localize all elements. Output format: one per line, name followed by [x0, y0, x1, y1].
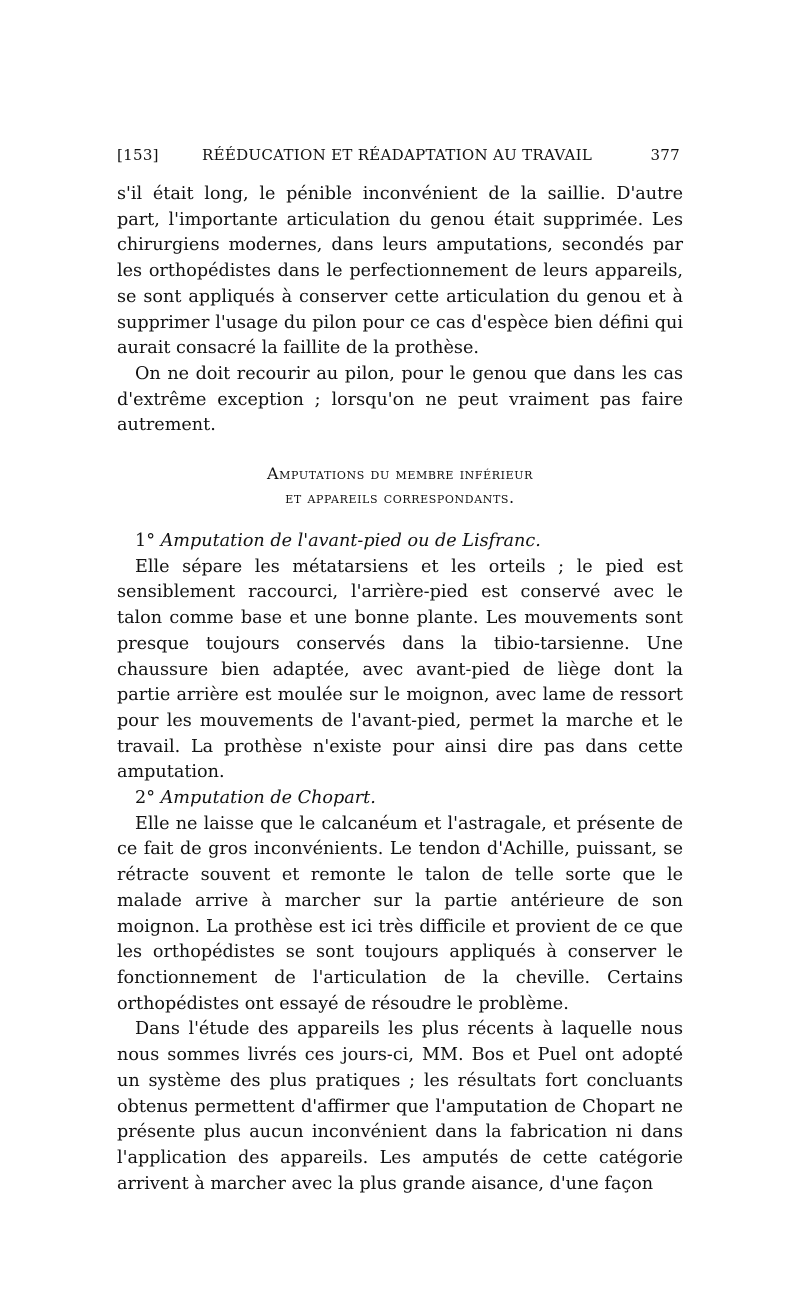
paragraph: On ne doit recourir au pilon, pour le genou que dans les cas d'extrême exception ; lorsqu'on ne peut vraiment pas faire autrement. — [117, 363, 683, 436]
paragraph: Elle ne laisse que le calcanéum et l'astragale, et présente de ce fait de gros inconvénients. Le tendon d'Achille, puissant, se rétracte souvent et remonte le talon de telle sorte que le malade arrive à marcher sur la partie antérieure de son moignon. La prothèse est ici très difficile et provient de ce que les orthopédistes se sont toujours appliqués à conserver le fonctionnement de l'articulation de la cheville. Certains orthopédistes ont essayé de résoudre le problème. — [117, 813, 683, 1014]
section-heading-line: et appareils correspondants. — [285, 488, 515, 508]
main-text — [117, 182, 683, 1197]
section-reference: [153] — [117, 146, 159, 164]
subsection-heading — [117, 529, 683, 555]
running-title: RÉÉDUCATION ET RÉADAPTATION AU TRAVAIL — [202, 146, 593, 164]
section-heading — [117, 462, 683, 510]
running-header — [117, 146, 680, 170]
subsection-heading — [117, 786, 683, 812]
paragraph: Elle sépare les métatarsiens et les orteils ; le pied est sensiblement raccourci, l'arrière-pied est conservé avec le talon comme base et une bonne plante. Les mouvements sont presque toujours conservés dans la tibio-tarsienne. Une chaussure bien adaptée, avec avant-pied de liège dont la partie arrière est moulée sur le moignon, avec lame de ressort pour les mouvements de l'avant-pied, permet la marche et le travail. La prothèse n'existe pour ainsi dire pas dans cette amputation. — [117, 556, 683, 783]
subsection-title: Amputation de l'avant-pied ou de Lisfranc. — [160, 531, 541, 552]
subsection-number: 1° — [135, 531, 155, 552]
paragraph: Dans l'étude des appareils les plus récents à laquelle nous nous sommes livrés ces jours-ci, MM. Bos et Puel ont adopté un système des plus pratiques ; les résultats fort concluants obtenus permettent d'affirmer que l'amputation de Chopart ne présente plus aucun inconvénient dans la fabrication ni dans l'application des appareils. Les amputés de cette catégorie arrivent à marcher avec la plus grande aisance, d'une façon — [117, 1019, 683, 1194]
subsection-title: Amputation de Chopart. — [160, 788, 376, 809]
page-number: 377 — [650, 146, 680, 164]
subsection-number: 2° — [135, 788, 155, 809]
section-heading-line: Amputations du membre inférieur — [267, 464, 533, 484]
paragraph-continued: s'il était long, le pénible inconvénient de la saillie. D'autre part, l'importante articulation du genou était supprimée. Les chirurgiens modernes, dans leurs amputations, secondés par les orthopédistes dans le perfectionnement de leurs appareils, se sont appliqués à conserver cette articulation du genou et à supprimer l'usage du pilon pour ce cas d'espèce bien défini qui aurait consacré la faillite de la prothèse. — [117, 184, 683, 359]
